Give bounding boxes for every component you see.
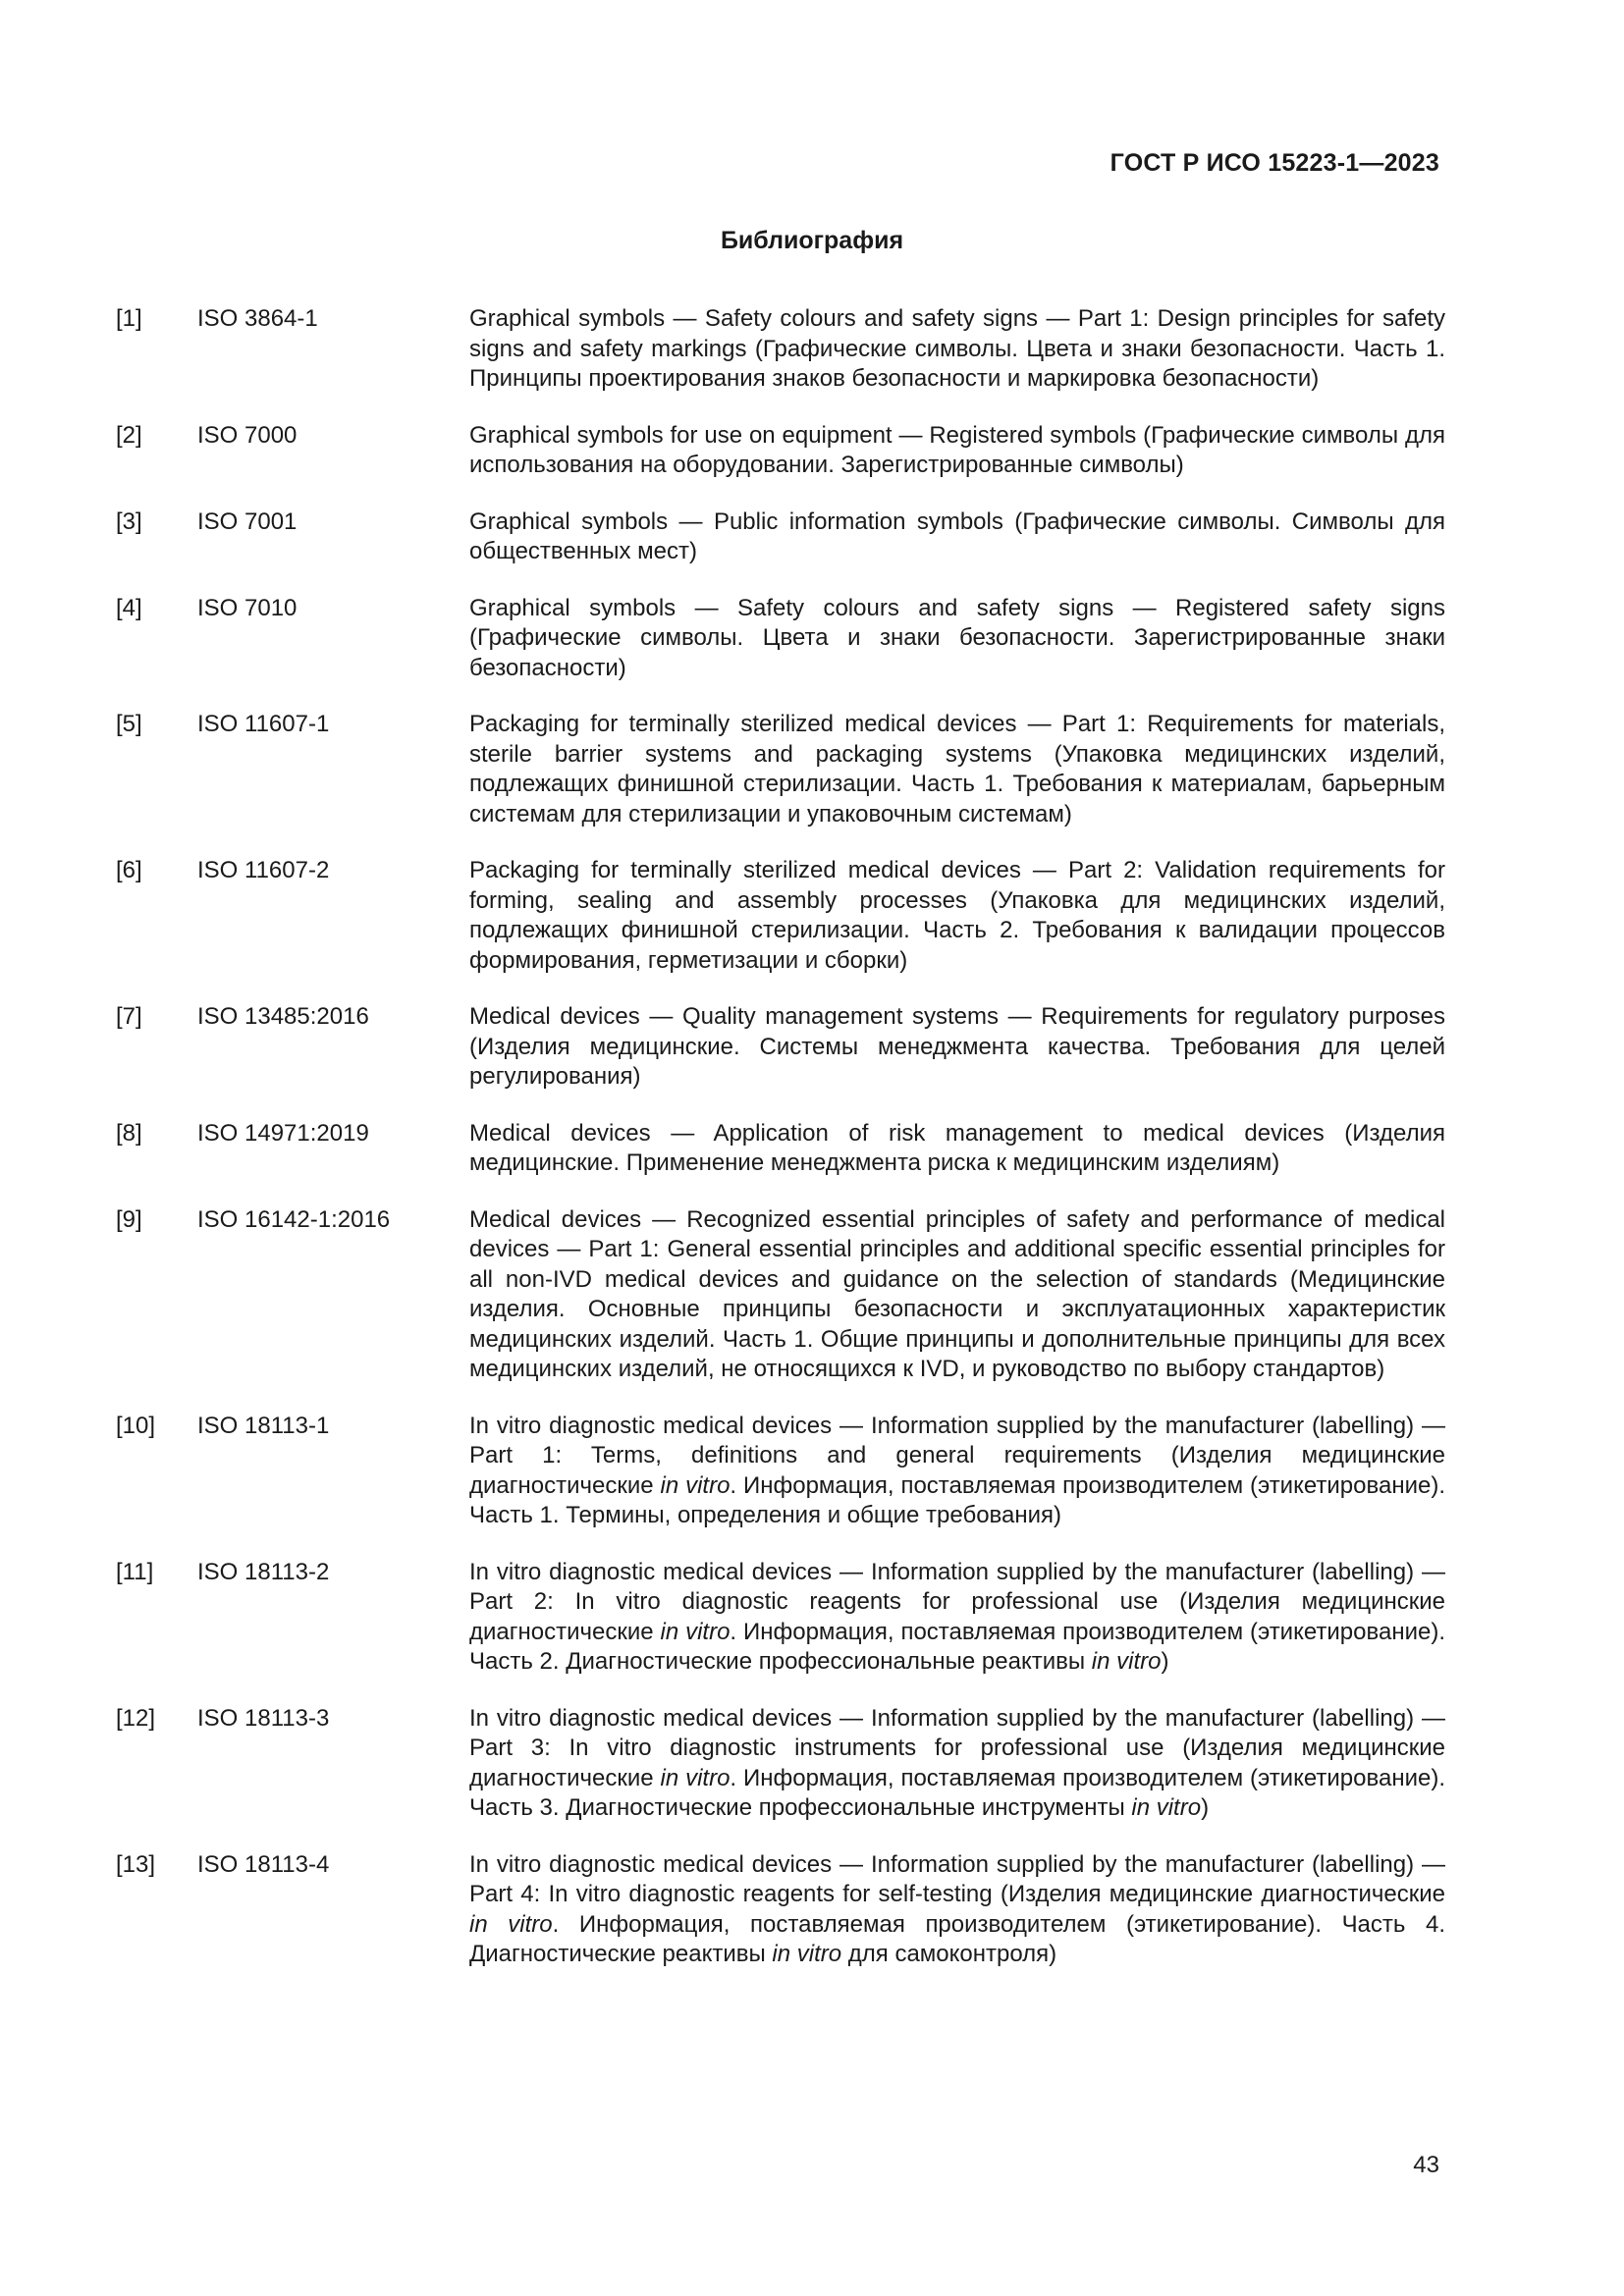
- bibliography-entry: [116, 1002, 1445, 1093]
- entry-title-text: Medical devices — Recognized essential principles of safety and performance of medical devices — Part 1: General essential principles and additional specific essential principles for all non-IVD medical devices and guidance on the selection of standards (Медицинские изделия. Основные принципы безопасности и эксплуатационных характеристик медицинских изделий. Часть 1. Общие принципы и дополнительные принципы для всех медицинских изделий, не относящихся к IVD, и руководство по выбору стандартов): [469, 1205, 1445, 1382]
- bibliography-entry: [116, 507, 1445, 567]
- bibliography-entry: [116, 304, 1445, 395]
- entry-standard-code: ISO 13485:2016: [197, 1003, 369, 1030]
- entry-title: [469, 421, 1445, 481]
- entry-number: [4]: [116, 594, 142, 621]
- entry-title-text: Medical devices — Quality management systems — Requirements for regulatory purposes (Изделия медицинские. Системы менеджмента качества. Требования для целей регулирования): [469, 1003, 1445, 1090]
- entry-title: [469, 1205, 1445, 1385]
- entry-title: [469, 1119, 1445, 1179]
- bibliography-entry: [116, 1850, 1445, 1970]
- entry-title-text: ): [1201, 1794, 1210, 1821]
- entry-standard-code: ISO 7010: [197, 594, 298, 621]
- entry-title-text: . Информация, поставляемая производителем (этикетирование). Часть 4. Диагностические реактивы: [469, 1910, 1446, 1967]
- entry-title: [469, 710, 1445, 829]
- bibliography-list: [116, 304, 1445, 1997]
- entry-number: [8]: [116, 1119, 142, 1147]
- entry-number: [11]: [116, 1558, 154, 1585]
- entry-standard-code: ISO 3864-1: [197, 305, 318, 332]
- entry-number: [9]: [116, 1205, 142, 1233]
- entry-number: [10]: [116, 1412, 156, 1439]
- entry-number: [6]: [116, 857, 142, 883]
- entry-title-text: In vitro diagnostic medical devices — Information supplied by the manufacturer (labelling) — Part 4: In vitro diagnostic reagents for self-testing (Изделия медицинские диагностические: [469, 1850, 1445, 1907]
- entry-title-italic: in vitro: [1091, 1648, 1162, 1675]
- entry-title-text: In vitro diagnostic medical devices — Information supplied by the manufacturer (labelling) — Part 3: In vitro diagnostic instruments for professional use (Изделия медицинские диагностические: [469, 1704, 1445, 1791]
- entry-title: [469, 1558, 1445, 1678]
- entry-title-text: . Информация, поставляемая производителем (этикетирование). Часть 2. Диагностические профессиональные реактивы: [469, 1618, 1445, 1675]
- entry-title-italic: in vitro: [772, 1941, 842, 1967]
- entry-title-italic: in vitro: [469, 1910, 553, 1938]
- entry-standard-code: ISO 7000: [197, 421, 298, 449]
- bibliography-entry: [116, 710, 1445, 829]
- entry-standard-code: ISO 16142-1:2016: [197, 1205, 391, 1233]
- entry-standard-code: ISO 18113-1: [197, 1412, 330, 1439]
- entry-title-text: Graphical symbols — Safety colours and safety signs — Part 1: Design principles for safety signs and safety markings (Графические символы. Цвета и знаки безопасности. Часть 1. Принципы проектирования знаков безопасности и маркировка безопасности): [469, 305, 1445, 392]
- entry-title: [469, 304, 1445, 395]
- entry-title: [469, 856, 1445, 976]
- bibliography-entry: [116, 856, 1445, 976]
- entry-title-text: Graphical symbols — Public information symbols (Графические символы. Символы для общественных мест): [469, 507, 1445, 564]
- entry-standard-code: ISO 18113-4: [197, 1850, 330, 1878]
- entry-number: [7]: [116, 1003, 142, 1030]
- entry-standard-code: ISO 18113-3: [197, 1704, 330, 1732]
- entry-standard-code: ISO 11607-2: [197, 857, 330, 883]
- entry-title-text: Packaging for terminally sterilized medical devices — Part 2: Validation requirements for forming, sealing and assembly processes (Упаковка для медицинских изделий, подлежащих финишной стерилизации. Часть 2. Требования к валидации процессов формирования, герметизации и сборки): [469, 857, 1445, 974]
- entry-title-text: Graphical symbols for use on equipment — Registered symbols (Графические символы для использования на оборудовании. Зарегистрированные символы): [469, 421, 1445, 478]
- entry-number: [3]: [116, 507, 142, 535]
- bibliography-entry: [116, 1205, 1445, 1385]
- entry-title-text: In vitro diagnostic medical devices — Information supplied by the manufacturer (labelling) — Part 1: Terms, definitions and general requirements (Изделия медицинские диагностические: [469, 1412, 1445, 1499]
- entry-title: [469, 1850, 1445, 1970]
- entry-title-italic: in vitro: [1131, 1794, 1202, 1821]
- entry-title-text: . Информация, поставляемая производителем (этикетирование). Часть 3. Диагностические профессиональные инструменты: [469, 1764, 1445, 1821]
- entry-title-text: Graphical symbols — Safety colours and safety signs — Registered safety signs (Графические символы. Цвета и знаки безопасности. Зарегистрированные знаки безопасности): [469, 594, 1445, 681]
- entry-standard-code: ISO 11607-1: [197, 711, 330, 737]
- entry-title-text: . Информация, поставляемая производителем (этикетирование). Часть 1. Термины, определения и общие требования): [469, 1471, 1445, 1528]
- entry-title-text: ): [1161, 1648, 1169, 1675]
- document-id: ГОСТ Р ИСО 15223-1—2023: [1110, 149, 1439, 177]
- entry-number: [12]: [116, 1704, 156, 1732]
- entry-title-italic: in vitro: [660, 1764, 731, 1791]
- entry-standard-code: ISO 18113-2: [197, 1558, 330, 1585]
- entry-title-italic: in vitro: [660, 1618, 731, 1645]
- entry-number: [5]: [116, 711, 142, 737]
- bibliography-entry: [116, 1119, 1445, 1179]
- entry-title-italic: in vitro: [660, 1471, 731, 1499]
- entry-title-text: In vitro diagnostic medical devices — Information supplied by the manufacturer (labelling) — Part 2: In vitro diagnostic reagents for professional use (Изделия медицинские диагностические: [469, 1558, 1445, 1645]
- entry-title: [469, 507, 1445, 567]
- entry-title-text: Medical devices — Application of risk management to medical devices (Изделия медицинские. Применение менеджмента риска к медицинским изделиям): [469, 1119, 1445, 1176]
- page-number: 43: [1413, 2152, 1439, 2178]
- entry-number: [13]: [116, 1850, 156, 1878]
- entry-title-text: для самоконтроля): [841, 1941, 1057, 1967]
- entry-title-text: Packaging for terminally sterilized medical devices — Part 1: Requirements for materials, sterile barrier systems and packaging systems (Упаковка медицинских изделий, подлежащих финишной стерилизации. Часть 1. Требования к материалам, барьерным системам для стерилизации и упаковочным системам): [469, 711, 1445, 828]
- section-title: Библиография: [720, 227, 904, 254]
- entry-title: [469, 1704, 1445, 1824]
- entry-number: [2]: [116, 421, 142, 449]
- entry-title: [469, 594, 1445, 684]
- entry-standard-code: ISO 7001: [197, 507, 298, 535]
- bibliography-entry: [116, 1558, 1445, 1678]
- entry-title: [469, 1412, 1445, 1531]
- bibliography-entry: [116, 594, 1445, 684]
- bibliography-entry: [116, 1704, 1445, 1824]
- entry-title: [469, 1002, 1445, 1093]
- entry-number: [1]: [116, 305, 142, 332]
- entry-standard-code: ISO 14971:2019: [197, 1119, 369, 1147]
- bibliography-entry: [116, 421, 1445, 481]
- bibliography-entry: [116, 1412, 1445, 1531]
